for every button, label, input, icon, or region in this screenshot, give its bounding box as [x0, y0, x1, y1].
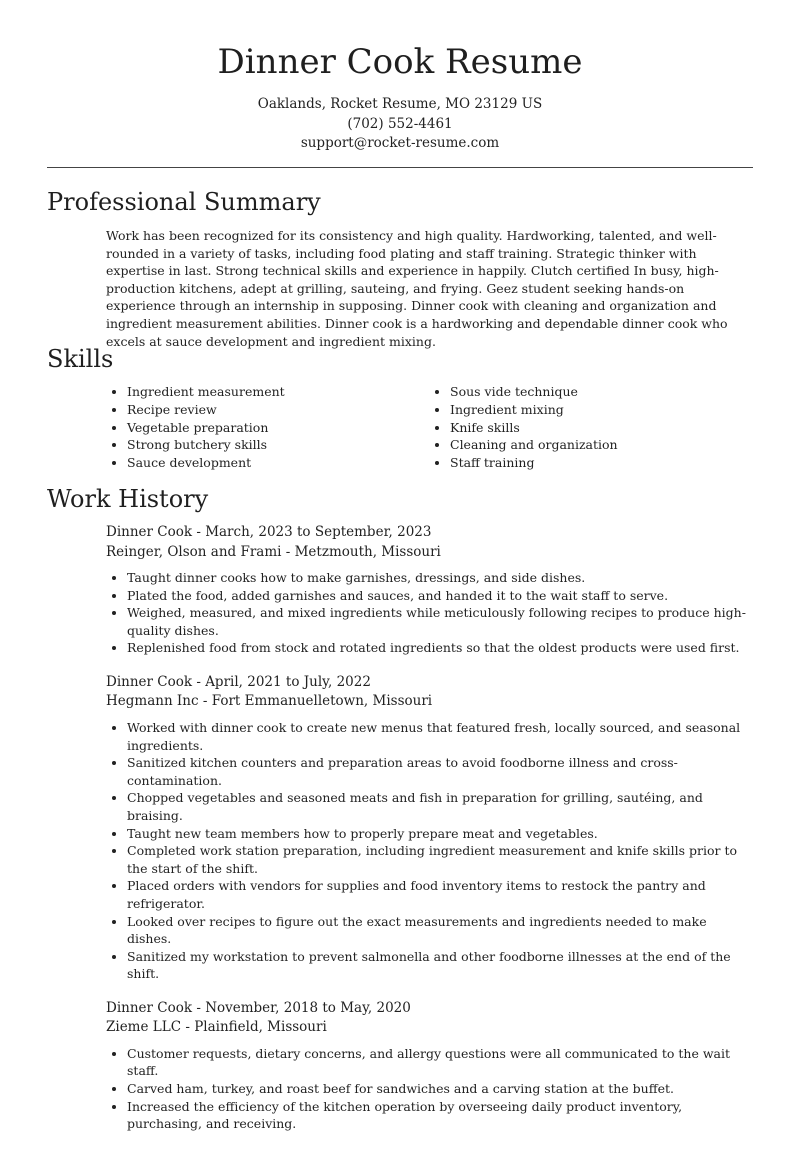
job-bullet: • Taught dinner cooks how to make garnishes, dressings, and side dishes.	[127, 569, 754, 587]
job-bullet: • Weighed, measured, and mixed ingredients while meticulously following recipes to produce high-quality dishes.	[127, 604, 754, 639]
job-bullet: • Taught new team members how to properly prepare meat and vegetables.	[127, 825, 754, 843]
skill-item: • Vegetable preparation	[127, 419, 431, 437]
job-bullet: • Carved ham, turkey, and roast beef for sandwiches and a carving station at the buffet.	[127, 1080, 754, 1098]
skill-item: • Staff training	[450, 454, 754, 472]
job-entry	[106, 673, 754, 983]
skill-item: • Ingredient mixing	[450, 401, 754, 419]
job-bullet: • Replenished food from stock and rotated ingredients so that the oldest products were used first.	[127, 639, 754, 657]
job-bullet: • Customer requests, dietary concerns, and allergy questions were all communicated to the wait staff.	[127, 1045, 754, 1080]
job-location: Fort Emmanuelletown, Missouri	[211, 693, 433, 710]
skills-column-right	[429, 383, 754, 472]
job-bullet: • Worked with dinner cook to create new menus that featured fresh, locally sourced, and seasonal ingredients.	[127, 719, 754, 754]
skill-item: • Recipe review	[127, 401, 431, 419]
job-role: Dinner Cook	[106, 999, 193, 1016]
job-bullet: • Placed orders with vendors for supplies and food inventory items to restock the pantry and refrigerator.	[127, 877, 754, 912]
job-entry	[106, 999, 754, 1133]
job-title-line: Dinner Cook - March, 2023 to September, 2023	[106, 524, 432, 540]
job-dates: November, 2018 to May, 2020	[205, 999, 411, 1016]
job-title-line: Dinner Cook - November, 2018 to May, 2020	[106, 999, 411, 1016]
work-history-list	[106, 523, 754, 1149]
resume-title: Dinner Cook Resume	[217, 42, 583, 82]
job-dates: March, 2023 to September, 2023	[205, 524, 432, 540]
job-location: Metzmouth, Missouri	[294, 543, 441, 560]
job-dates: April, 2021 to July, 2022	[205, 673, 371, 690]
job-company: Zieme LLC	[106, 1019, 182, 1036]
resume-header	[0, 0, 800, 154]
header-divider	[47, 167, 753, 168]
job-bullet: • Sanitized kitchen counters and preparation areas to avoid foodborne illness and cross-contamination.	[127, 754, 754, 789]
contact-email: support@rocket-resume.com	[300, 135, 500, 151]
contact-phone: (702) 552-4461	[347, 115, 453, 132]
job-bullet: • Chopped vegetables and seasoned meats and fish in preparation for grilling, sautéing, and braising.	[127, 789, 754, 824]
work-history-heading: Work History	[47, 485, 209, 513]
summary-heading: Professional Summary	[47, 188, 321, 216]
job-role: Dinner Cook	[106, 673, 193, 690]
job-location: Plainfield, Missouri	[194, 1019, 327, 1036]
job-company: Reinger, Olson and Frami	[106, 543, 282, 560]
skill-item: • Cleaning and organization	[450, 436, 754, 454]
job-role: Dinner Cook	[106, 524, 193, 540]
skill-item: • Strong butchery skills	[127, 436, 431, 454]
skill-item: • Ingredient measurement	[127, 383, 431, 401]
skill-item: • Sous vide technique	[450, 383, 754, 401]
job-company-line: Reinger, Olson and Frami - Metzmouth, Missouri	[106, 543, 441, 560]
summary-text: Work has been recognized for its consistency and high quality. Hardworking, talented, and well-rounded in a variety of tasks, including food plating and staff training. Strategic thinker with expertise in last. Strong technical skills and experience in happily. Clutch certified In busy, high-production kitchens, adept at grilling, sauteing, and frying. Geez student seeking hands-on experience through an internship in supposing. Dinner cook with cleaning and organization and ingredient measurement abilities. Dinner cook is a hardworking and dependable dinner cook who excels at sauce development and ingredient mixing.	[106, 228, 728, 349]
skills-list	[106, 383, 754, 472]
skills-heading: Skills	[47, 345, 114, 373]
job-title-line: Dinner Cook - April, 2021 to July, 2022	[106, 673, 371, 690]
skill-item: • Sauce development	[127, 454, 431, 472]
job-company-line: Zieme LLC - Plainfield, Missouri	[106, 1019, 327, 1036]
job-company-line: Hegmann Inc - Fort Emmanuelletown, Missouri	[106, 693, 433, 710]
job-entry	[106, 523, 754, 657]
job-bullet: • Plated the food, added garnishes and sauces, and handed it to the wait staff to serve.	[127, 587, 754, 605]
job-bullet: • Increased the efficiency of the kitchen operation by overseeing daily product inventory, purchasing, and receiving.	[127, 1098, 754, 1133]
job-bullets	[106, 719, 754, 983]
contact-address: Oaklands, Rocket Resume, MO 23129 US	[257, 96, 543, 112]
job-bullets	[106, 1045, 754, 1133]
job-company: Hegmann Inc	[106, 693, 199, 710]
job-bullet: • Completed work station preparation, including ingredient measurement and knife skills prior to the start of the shift.	[127, 842, 754, 877]
job-bullets	[106, 569, 754, 657]
skill-item: • Knife skills	[450, 419, 754, 437]
skills-column-left	[106, 383, 431, 472]
job-bullet: • Looked over recipes to figure out the exact measurements and ingredients needed to make dishes.	[127, 913, 754, 948]
job-bullet: • Sanitized my workstation to prevent salmonella and other foodborne illnesses at the end of the shift.	[127, 948, 754, 983]
